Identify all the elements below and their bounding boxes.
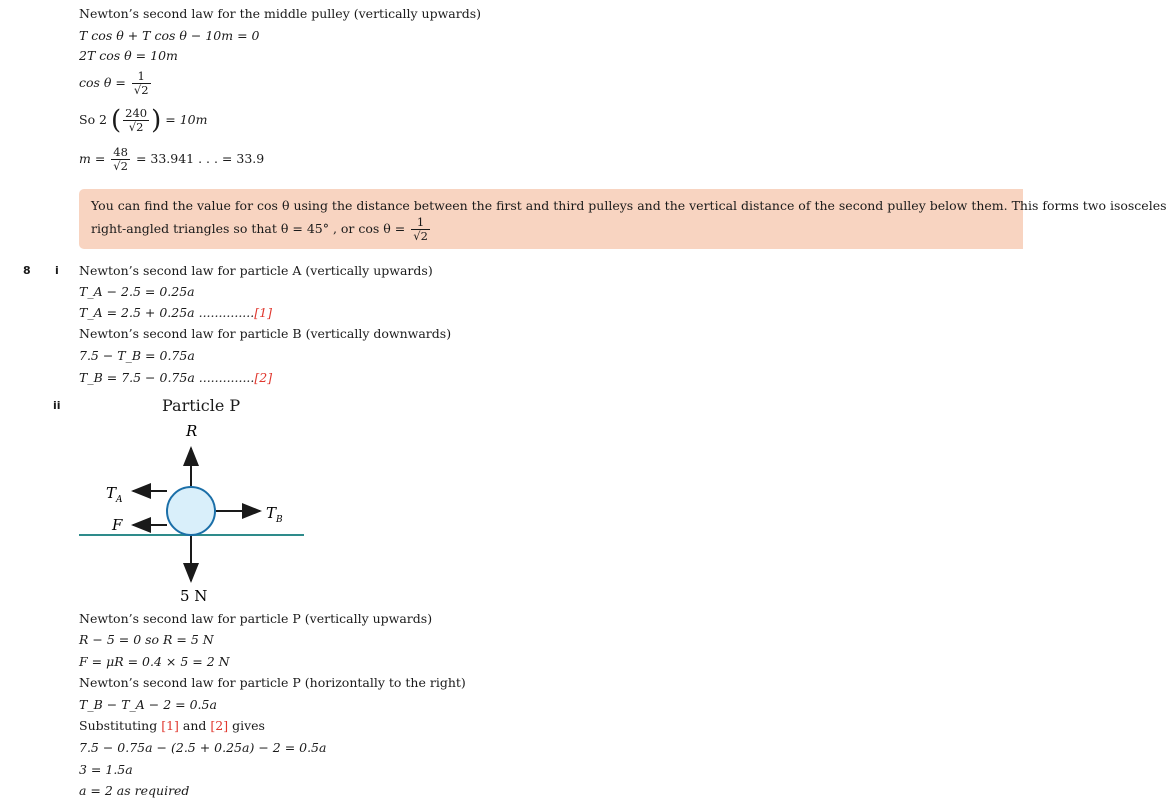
pulley-eq-4: So 2 ( $\frac{240}{√2}$ ) = 10m: [79, 105, 208, 136]
eq5-den: √2: [113, 159, 128, 173]
label-ta-main: T: [106, 484, 117, 502]
pulley-eq-2: 2T cos θ = 10m: [79, 48, 178, 63]
pulley-heading: Newton’s second law for the middle pulley (vertically upwards): [79, 6, 482, 21]
i-line-3-text: T_A = 2.5 + 0.25a ..............: [79, 305, 255, 320]
label-ta: [106, 484, 123, 505]
eq4-fraction: [123, 107, 149, 134]
ii-line-2: R − 5 = 0 so R = 5 N: [79, 632, 214, 647]
eq3-fraction: [132, 70, 151, 97]
ii-line-4: Newton’s second law for particle P (horizontally to the right): [79, 675, 466, 690]
eq3-den: √2: [133, 83, 149, 97]
ii-line-6-b: and: [182, 718, 207, 733]
tip-den: √2: [413, 229, 428, 243]
eq4-num: 240: [125, 106, 148, 120]
i-line-5: 7.5 − T_B = 0.75a: [79, 348, 195, 363]
part-i-label: i: [55, 264, 59, 277]
tip-line-2: [91, 215, 432, 243]
eq4-rhs: = 10m: [165, 112, 208, 127]
tip-num: 1: [411, 216, 430, 230]
label-ta-sub: A: [116, 495, 123, 505]
mark-2: [2]: [254, 370, 273, 385]
ii-line-5: T_B − T_A − 2 = 0.5a: [79, 697, 217, 712]
eq3-num: 1: [132, 70, 151, 84]
force-diagram: [70, 418, 320, 608]
tip-line-1: You can find the value for cos θ using the distance between the first and third pulleys and the vertical distance of the second pulley below them. This forms two isosceles: [91, 198, 1167, 213]
pulley-eq-3: [79, 68, 153, 98]
eq5-lhs: m =: [79, 151, 106, 166]
ii-line-6-a: Substituting: [79, 718, 158, 733]
eq5-fraction: [111, 146, 130, 173]
i-line-2: T_A − 2.5 = 0.25a: [79, 284, 195, 299]
eq5-rhs: = 33.941 . . . = 33.9: [135, 151, 265, 166]
label-tb-main: T: [266, 504, 277, 522]
i-line-6-text: T_B = 7.5 − 0.75a ..............: [79, 370, 255, 385]
eq4-den: √2: [128, 120, 144, 134]
particle-p: [167, 487, 215, 535]
diagram-title: Particle P: [162, 396, 241, 415]
eq5-num: 48: [111, 146, 130, 160]
part-ii-label: ii: [53, 399, 61, 412]
ii-line-8: 3 = 1.5a: [79, 762, 133, 777]
label-r: R: [186, 422, 198, 440]
ii-line-6: [79, 718, 265, 734]
tip-line-2-text: right-angled triangles so that θ = 45° , or cos θ =: [91, 221, 406, 236]
ii-line-7: 7.5 − 0.75a − (2.5 + 0.25a) − 2 = 0.5a: [79, 740, 327, 755]
eq3-lhs: cos θ =: [79, 75, 126, 90]
ref-mark-1: [1]: [161, 718, 179, 733]
i-line-4: Newton’s second law for particle B (vertically downwards): [79, 326, 452, 341]
question-number: 8: [23, 264, 31, 277]
mark-1: [1]: [254, 305, 272, 320]
label-tb: [266, 504, 283, 525]
pulley-eq-1: T cos θ + T cos θ − 10m = 0: [79, 28, 260, 43]
ii-line-1: Newton’s second law for particle P (vertically upwards): [79, 611, 433, 626]
tip-box: [79, 189, 1167, 249]
i-line-6: [79, 370, 272, 386]
label-f: F: [112, 516, 123, 534]
ii-line-9: a = 2 as required: [79, 783, 190, 798]
ii-line-3: F = μR = 0.4 × 5 = 2 N: [79, 654, 230, 669]
eq4-so: So 2: [79, 112, 108, 127]
ii-line-6-c: gives: [232, 718, 265, 733]
ref-mark-2: [2]: [210, 718, 229, 733]
pulley-eq-5: [79, 144, 264, 174]
i-line-3: [79, 305, 272, 321]
label-tb-sub: B: [276, 515, 283, 525]
label-weight: 5 N: [180, 587, 208, 605]
i-line-1: Newton’s second law for particle A (vertically upwards): [79, 263, 433, 278]
tip-fraction: [411, 216, 430, 243]
